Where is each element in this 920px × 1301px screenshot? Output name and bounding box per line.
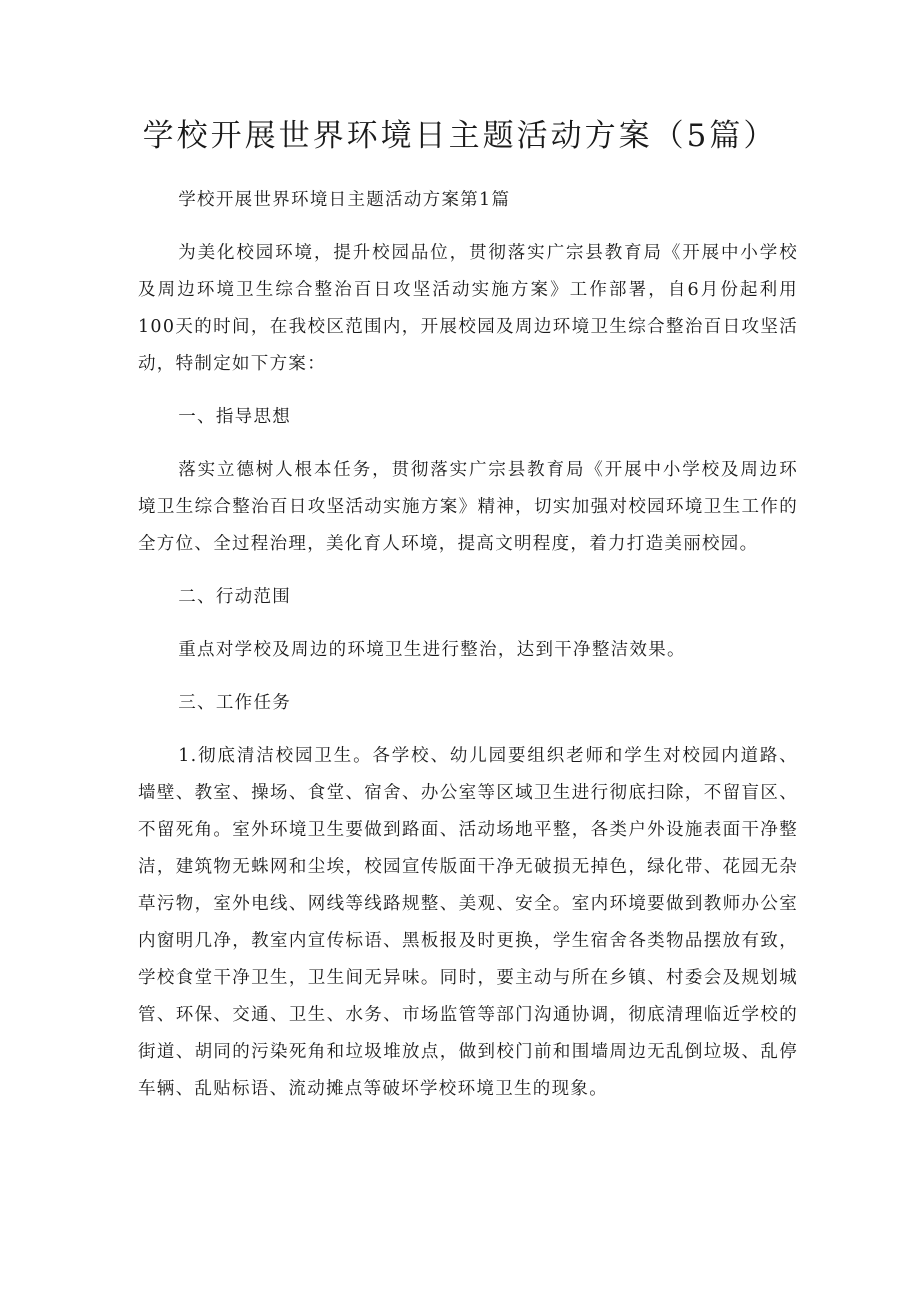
section-heading-action-scope: 二、行动范围 [178, 587, 292, 607]
section-body-guiding-ideology: 落实立德树人根本任务，贯彻落实广宗县教育局《开展中小学校及周边环境卫生综合整治百日攻坚活动实施方案》精神，切实加强对校园环境卫生工作的全方位、全过程治理，美化育人环境，提高文明程度，着力打造美丽校园。 [138, 460, 798, 554]
document-body [138, 182, 798, 1108]
section-body-action-scope: 重点对学校及周边的环境卫生进行整治，达到干净整洁效果。 [178, 640, 686, 660]
document-title: 学校开展世界环境日主题活动方案（5篇） [142, 118, 778, 154]
article-subtitle: 学校开展世界环境日主题活动方案第1篇 [178, 190, 511, 210]
section-heading-work-tasks: 三、工作任务 [178, 693, 292, 713]
section-heading-guiding-ideology: 一、指导思想 [178, 407, 292, 427]
intro-paragraph: 为美化校园环境，提升校园品位，贯彻落实广宗县教育局《开展中小学校及周边环境卫生综合整治百日攻坚活动实施方案》工作部署，自6月份起利用100天的时间，在我校区范围内，开展校园及周边环境卫生综合整治百日攻坚活动，特制定如下方案： [138, 243, 798, 374]
section-body-work-tasks: 1.彻底清洁校园卫生。各学校、幼儿园要组织老师和学生对校园内道路、墙壁、教室、操场、食堂、宿舍、办公室等区域卫生进行彻底扫除，不留盲区、不留死角。室外环境卫生要做到路面、活动场地平整，各类户外设施表面干净整洁，建筑物无蛛网和尘埃，校园宣传版面干净无破损无掉色，绿化带、花园无杂草污物，室外电线、网线等线路规整、美观、安全。室内环境要做到教师办公室内窗明几净，教室内宣传标语、黑板报及时更换，学生宿舍各类物品摆放有致，学校食堂干净卫生，卫生间无异味。同时，要主动与所在乡镇、村委会及规划城管、环保、交通、卫生、水务、市场监管等部门沟通协调，彻底清理临近学校的街道、胡同的污染死角和垃圾堆放点，做到校门前和围墙周边无乱倒垃圾、乱停车辆、乱贴标语、流动摊点等破坏学校环境卫生的现象。 [138, 746, 798, 1099]
